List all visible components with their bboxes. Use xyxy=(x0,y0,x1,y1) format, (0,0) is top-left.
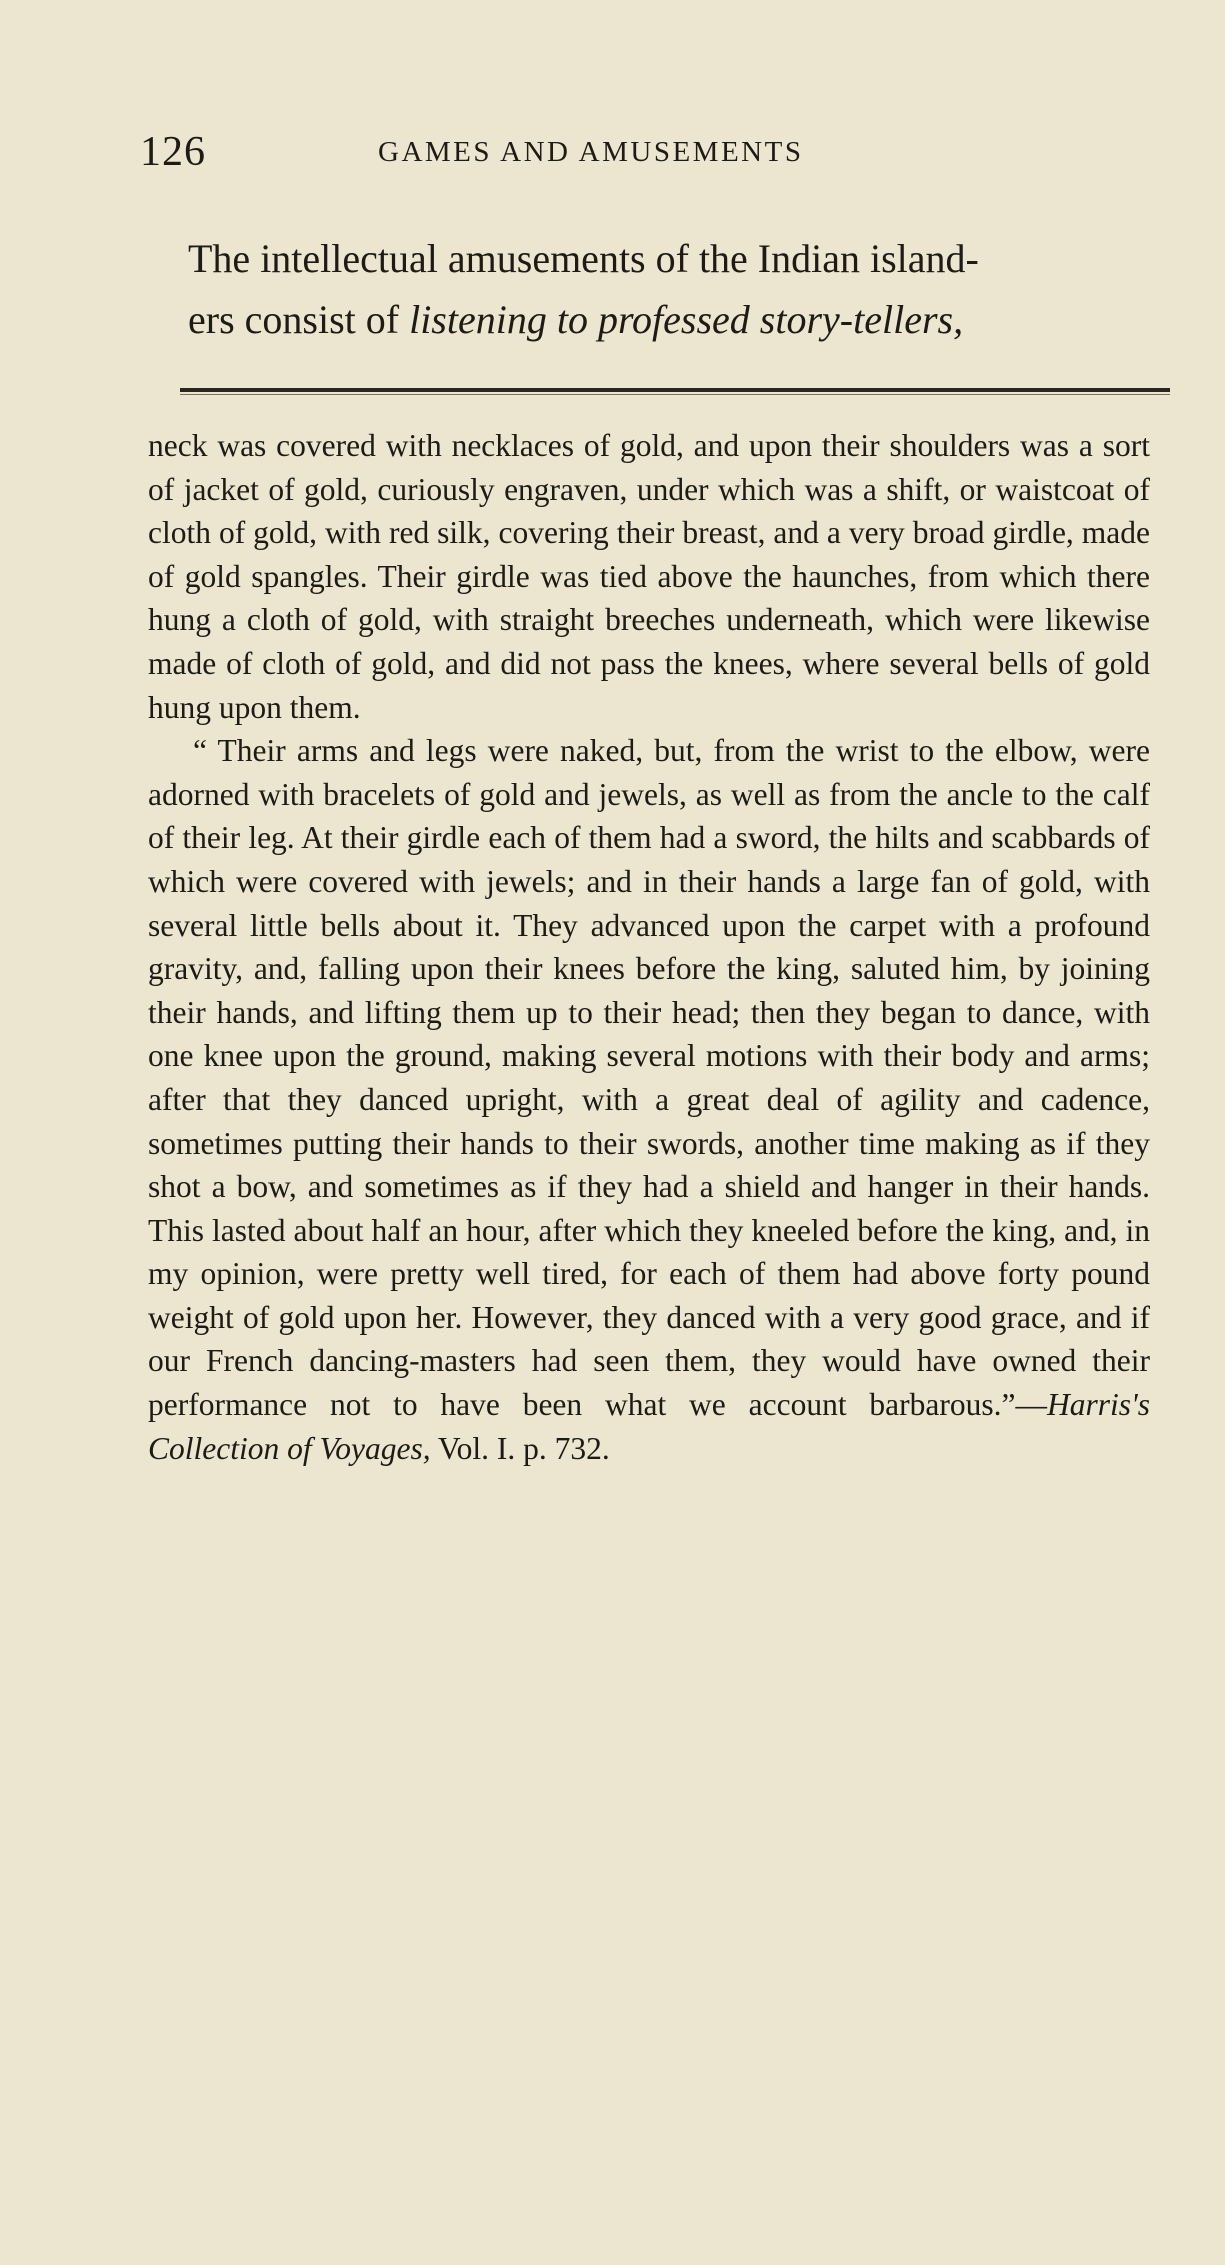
citation-volume: Vol. I. p. 732. xyxy=(437,1430,610,1466)
running-head xyxy=(140,128,1140,178)
paragraph-1: neck was covered with necklaces of gold, and upon their shoulders was a sort of jacket of gold, curiously engraven, under which was a shift, or waistcoat of cloth of gold, with red silk, covering their breast, and a very broad girdle, made of gold spangles. Their girdle was tied above the haunches, from which there hung a cloth of gold, with straight breeches underneath, which were likewise made of cloth of gold, and did not pass the knees, where several bells of gold hung upon them. xyxy=(148,428,1150,725)
intro-line-1: The intellectual amusements of the Indian island- xyxy=(188,236,979,281)
body-text xyxy=(148,424,1150,1470)
paragraph-2 xyxy=(148,729,1150,1470)
page-number: 126 xyxy=(140,129,206,175)
running-title: GAMES AND AMUSEMENTS xyxy=(378,136,804,168)
intro-line-2-italic: listening to professed story-tellers, xyxy=(409,297,964,342)
paragraph-2-main: “ Their arms and legs were naked, but, from the wrist to the elbow, were adorned with bracelets of gold and jewels, as well as from the ancle to the calf of their leg. At their girdle each of them had a sword, the hilts and scabbards of which were covered with jewels; and in their hands a large fan of gold, with several little bells about it. They advanced upon the carpet with a profound gravity, and, falling upon their knees before the king, saluted him, by joining their hands, and lifting them up to their head; then they began to dance, with one knee upon the ground, making several motions with their body and arms; after that they danced upright, with a great deal of agility and cadence, sometimes putting their hands to their swords, another time making as if they shot a bow, and sometimes as if they had a shield and hanger in their hands. This lasted about half an hour, after which they kneeled before the king, and, in my opinion, were pretty well tired, for each of them had above forty pound weight of gold upon her. However, they danced with a very good grace, and if our French dancing-masters had seen them, they would have owned their performance not to have been what we account barbarous.”— xyxy=(148,733,1150,1423)
intro-line-2 xyxy=(188,289,1148,350)
intro-line-2-plain: ers consist of xyxy=(188,297,410,342)
intro-text xyxy=(188,228,1148,350)
citation-title: Harris's Collection of Voyages, xyxy=(148,1387,1150,1466)
section-divider-rule xyxy=(180,388,1170,392)
